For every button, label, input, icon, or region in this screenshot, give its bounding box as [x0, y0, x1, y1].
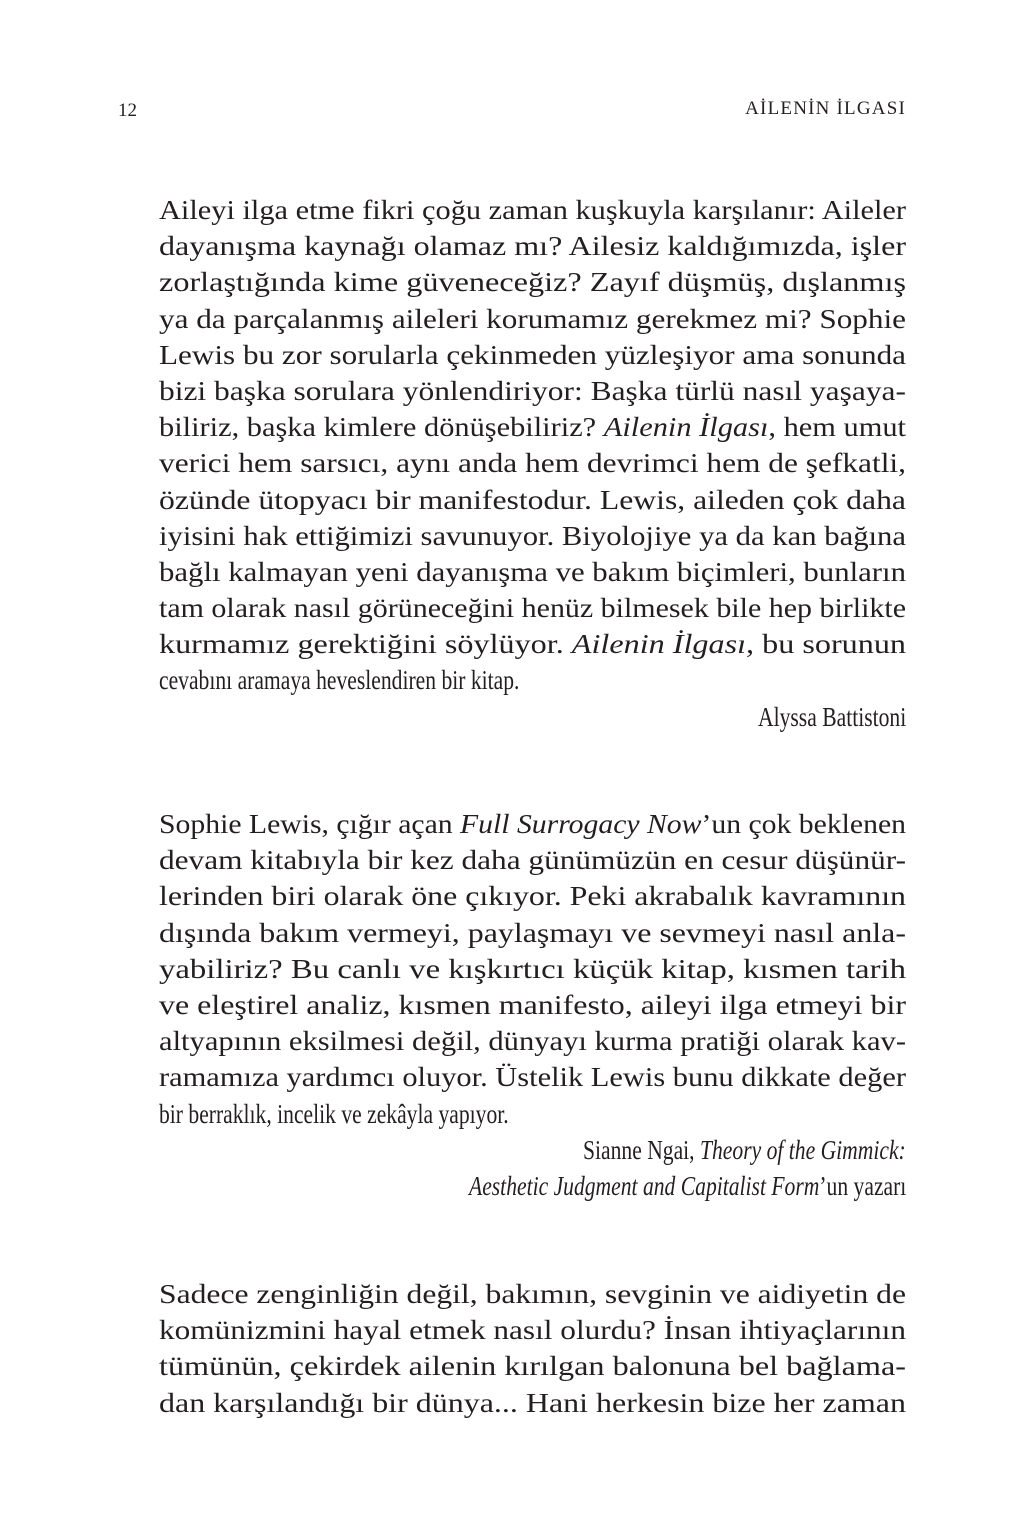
body-line-text [159, 1276, 906, 1312]
body-line [159, 878, 906, 914]
text-run: devam kitabıyla bir kez daha günümüzün en cesur düşünür- [159, 845, 907, 876]
text-run: Sophie Lewis, çığır açan [159, 809, 461, 839]
body-line-text [159, 482, 906, 518]
text-run: yabiliriz? Bu canlı ve kışkırtıcı küçük kitap, kısmen tarih [159, 953, 906, 984]
text-run: ’un çok beklenen [701, 809, 906, 839]
running-head: AİLENİN İLGASI [745, 98, 906, 119]
body-line [159, 301, 906, 337]
body-line-text [159, 1059, 906, 1095]
text-run: biliriz, başka kimlere dönüşebiliriz? [159, 412, 604, 443]
text-run: Lewis bu zor sorularla çekinmeden yüzleşiyor ama sonunda [159, 339, 906, 370]
italic-title: Ailenin İlgası [603, 412, 769, 443]
text-run: Sadece zenginliğin değil, bakımın, sevginin ve aidiyetin de [159, 1279, 906, 1309]
text-run: komünizmini hayal etmek nasıl olurdu? İnsan ihtiyaçlarının [159, 1315, 906, 1346]
body-line-text [159, 987, 906, 1023]
blurb-sianne-ngai [159, 806, 906, 1204]
body-line [159, 482, 906, 518]
body-line-text [159, 1312, 906, 1348]
attribution-line [159, 1132, 906, 1168]
text-run: dışında bakım vermeyi, paylaşmayı ve sevmeyi nasıl anla- [159, 917, 906, 948]
text-run: ramamıza yardımcı oluyor. Üstelik Lewis bunu dikkate değer [159, 1062, 906, 1093]
body-line-text [159, 842, 906, 878]
body-line [159, 554, 906, 590]
page-number: 12 [118, 100, 137, 121]
text-run: ve eleştirel analiz, kısmen manifesto, aileyi ilga etmeyi bir [159, 989, 906, 1020]
body-line-text [159, 1096, 509, 1132]
body-line [159, 987, 906, 1023]
body-line-text [159, 554, 906, 590]
text-run: tam olarak nasıl görüneceğini henüz bilmesek bile hep birlikte [159, 593, 906, 624]
body-line [159, 590, 906, 626]
attribution-line-text [583, 1132, 906, 1168]
text-run: cevabını aramaya heveslendiren bir kitap. [159, 665, 520, 696]
body-line-text [159, 626, 906, 662]
text-run: özünde ütopyacı bir manifestodur. Lewis, aileden çok daha [159, 484, 906, 515]
body-line-text [159, 264, 906, 300]
body-line-text [159, 1348, 906, 1384]
text-run: bizi başka sorulara yönlendiriyor: Başka türlü nasıl yaşaya- [159, 375, 906, 406]
text-run: , hem umut [768, 412, 906, 443]
text-run: altyapının eksilmesi değil, dünyayı kurma pratiği olarak kav- [159, 1026, 906, 1057]
body-line [159, 192, 906, 228]
attribution-line-text [758, 699, 906, 735]
text-run: kurmamız gerektiğini söylüyor. [159, 629, 572, 660]
body-line [159, 264, 906, 300]
attribution-line [159, 699, 906, 735]
blurb-alyssa-battistoni [159, 192, 906, 735]
text-run: , bu sorunun [746, 629, 907, 660]
body-line [159, 337, 906, 373]
body-line [159, 409, 906, 445]
attribution-line-text [469, 1168, 906, 1204]
body-line-text [159, 590, 906, 626]
body-line [159, 1348, 906, 1384]
body-line-text [159, 409, 906, 445]
body-line-text [159, 373, 906, 409]
body-line [159, 228, 906, 264]
italic-title: Aesthetic Judgment and Capitalist Form [468, 1170, 820, 1201]
body-line [159, 1385, 906, 1421]
body-line-text [159, 518, 906, 554]
body-line-text [159, 445, 906, 481]
attribution-line [159, 1168, 906, 1204]
body-line [159, 951, 906, 987]
text-run: dan karşılandığı bir dünya... Hani herkesin bize her zaman [159, 1387, 906, 1418]
body-line-text [159, 1023, 906, 1059]
body-line [159, 1023, 906, 1059]
text-run: bağlı kalmayan yeni dayanışma ve bakım biçimleri, bunların [159, 556, 906, 587]
body-line-text [159, 228, 906, 264]
blurb-continued [159, 1276, 906, 1421]
text-run: dayanışma kaynağı olamaz mı? Ailesiz kaldığımızda, işler [159, 231, 906, 262]
italic-title: Theory of the Gimmick: [700, 1134, 906, 1165]
text-run: verici hem sarsıcı, aynı anda hem devrimci hem de şefkatli, [159, 448, 906, 479]
body-line-text [159, 806, 906, 842]
text-run: lerinden biri olarak öne çıkıyor. Peki akrabalık kavramının [159, 881, 906, 912]
body-line [159, 518, 906, 554]
text-run: Alyssa Battistoni [757, 701, 906, 732]
body-line-text [159, 1385, 906, 1421]
text-run: tümünün, çekirdek ailenin kırılgan balonuna bel bağlama- [159, 1351, 906, 1382]
text-run: zorlaştığında kime güveneceğiz? Zayıf düşmüş, dışlanmış [159, 267, 906, 298]
italic-title: Ailenin İlgası [571, 629, 747, 660]
body-line [159, 1276, 906, 1312]
body-line-text [159, 192, 906, 228]
body-line [159, 1059, 906, 1095]
body-line [159, 915, 906, 951]
body-line-text [159, 951, 906, 987]
text-run: Sianne Ngai, [583, 1134, 701, 1165]
body-line [159, 626, 906, 662]
body-line-text [159, 337, 906, 373]
body-line-text [159, 662, 519, 698]
body-line [159, 806, 906, 842]
body-line-text [159, 878, 906, 914]
text-run: ’un yazarı [819, 1170, 906, 1201]
italic-title: Full Surrogacy Now [460, 809, 702, 839]
text-run: ya da parçalanmış aileleri korumamız gerekmez mi? Sophie [159, 303, 906, 334]
body-line-text [159, 301, 906, 337]
text-run: Aileyi ilga etme fikri çoğu zaman kuşkuyla karşılanır: Aileler [159, 195, 907, 225]
body-line [159, 1096, 906, 1132]
text-run: iyisini hak ettiğimizi savunuyor. Biyolojiye ya da kan bağına [159, 520, 906, 551]
body-line [159, 373, 906, 409]
body-line [159, 445, 906, 481]
body-line-text [159, 915, 906, 951]
body-line [159, 842, 906, 878]
body-line [159, 662, 906, 698]
text-run: bir berraklık, incelik ve zekâyla yapıyor. [159, 1098, 509, 1129]
body-line [159, 1312, 906, 1348]
